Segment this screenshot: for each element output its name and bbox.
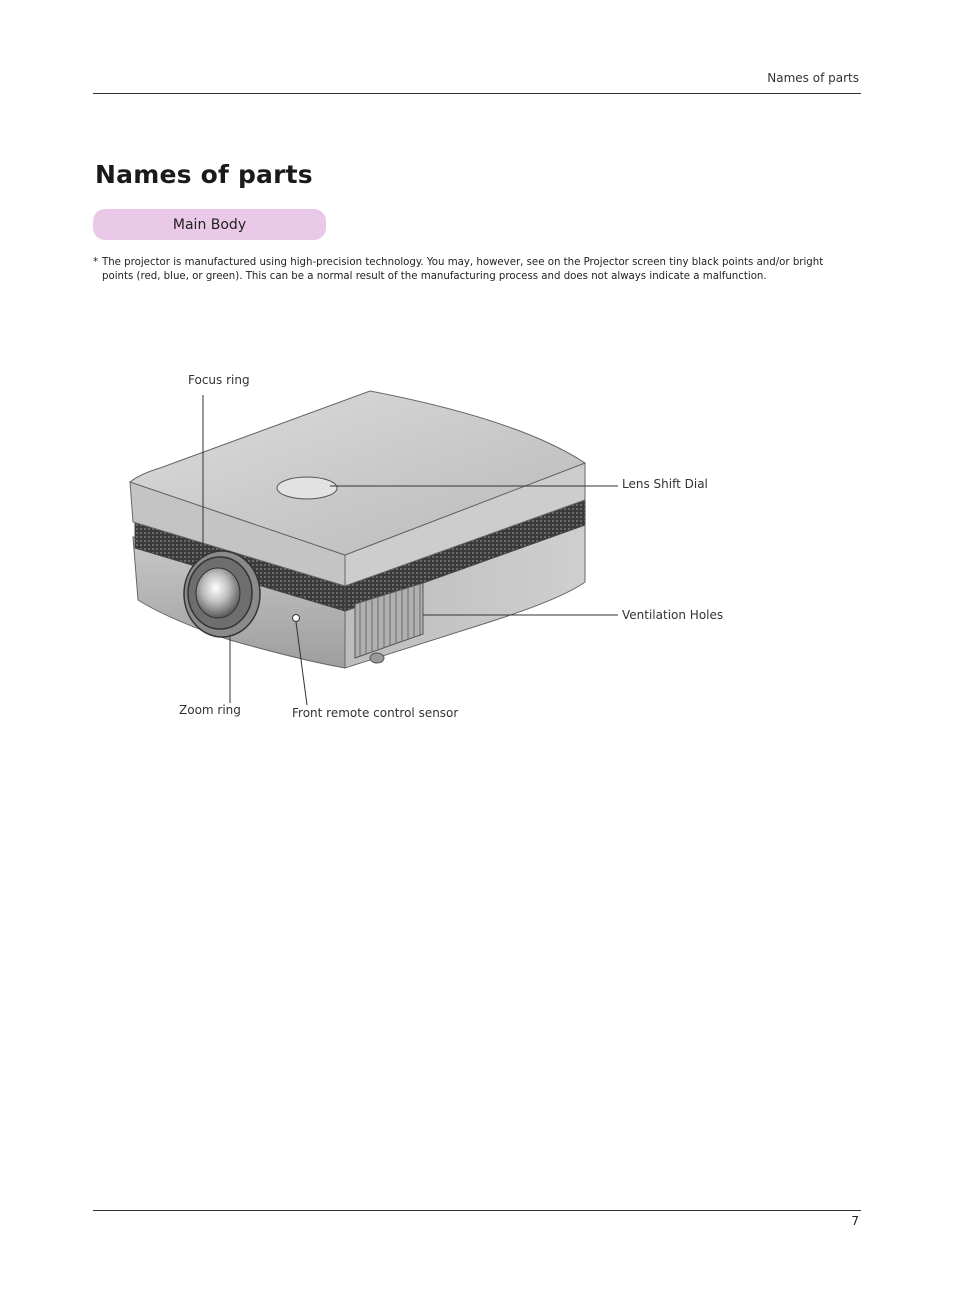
remote-sensor: [293, 615, 300, 622]
label-ventilation-holes: Ventilation Holes: [622, 608, 724, 622]
section-label-text: Main Body: [172, 216, 247, 233]
note-marker: *: [93, 257, 99, 268]
lens-shift-dial: [277, 477, 337, 499]
label-remote-sensor: Front remote control sensor: [292, 706, 459, 720]
adjustable-foot: [370, 653, 384, 663]
lens-glass: [196, 568, 240, 618]
footer-rule: [93, 1210, 861, 1211]
label-lens-shift-dial: Lens Shift Dial: [622, 477, 708, 491]
page-title: Names of parts: [95, 160, 313, 189]
running-header: Names of parts: [767, 71, 859, 85]
page-number: 7: [851, 1214, 859, 1228]
label-focus-ring: Focus ring: [188, 373, 250, 387]
note-text: The projector is manufactured using high-precision technology. You may, however, see on the Projector screen tiny black points and/or bright points (red, blue, or green). This can be a normal result of the manufacturing process and does not always indicate a malfunction.: [102, 257, 824, 282]
label-zoom-ring: Zoom ring: [179, 703, 241, 717]
